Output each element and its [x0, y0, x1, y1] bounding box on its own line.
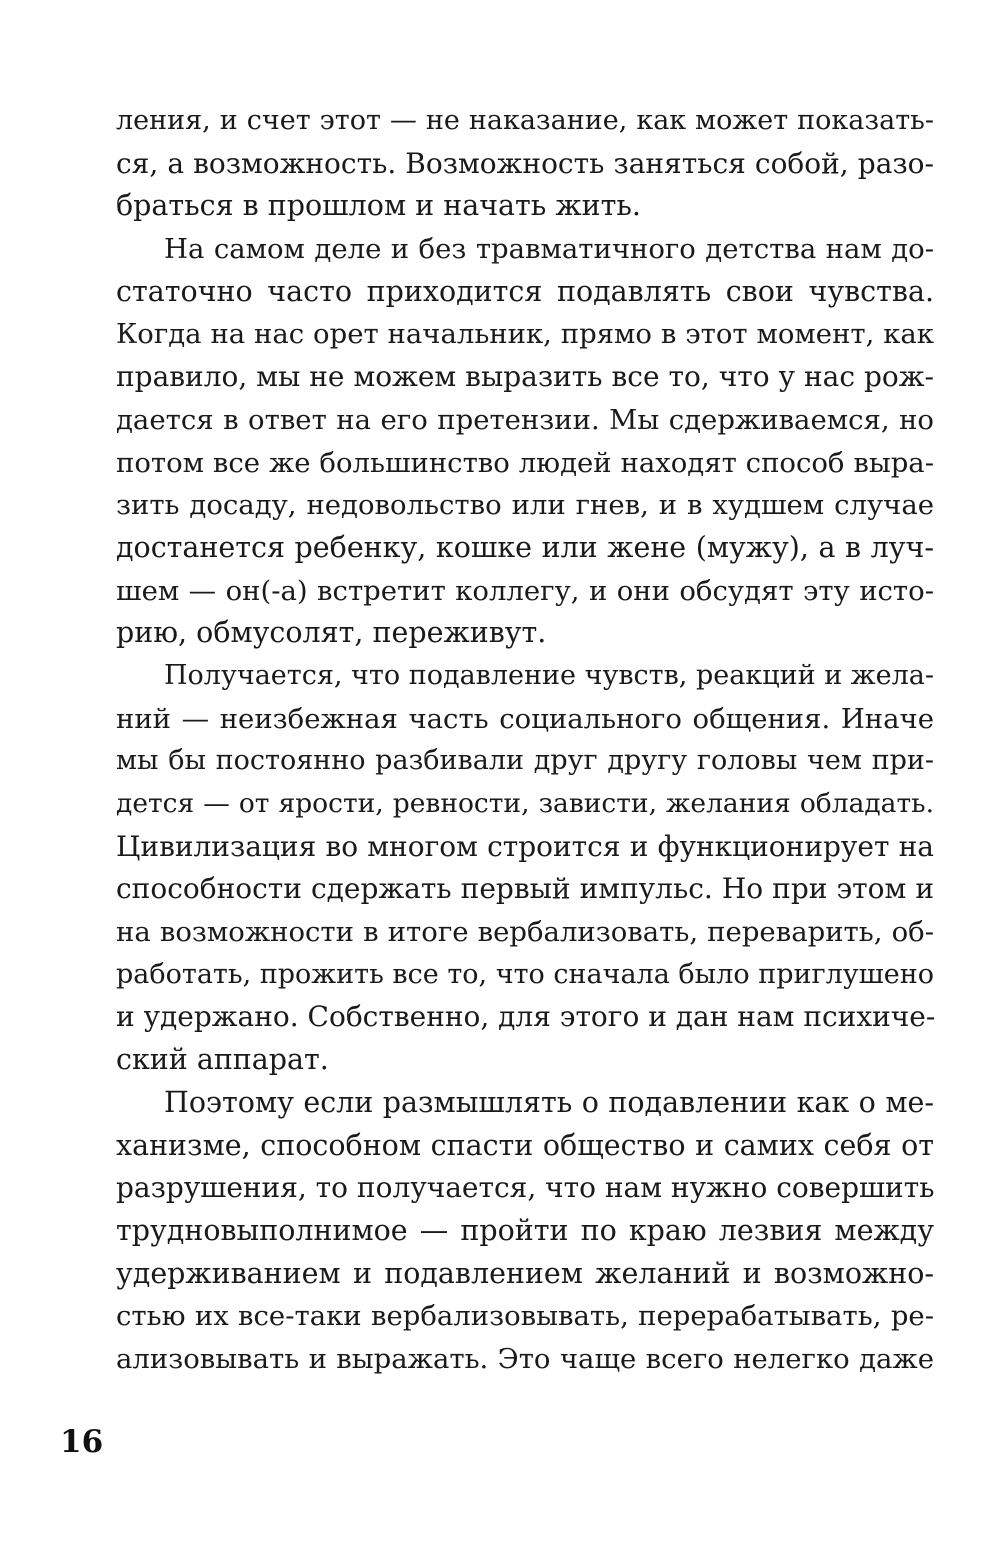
text-line: разрушения, то получается, что нам нужно совершить [116, 1171, 935, 1205]
text-line: работать, прожить все то, что сначала было приглушено [116, 958, 934, 990]
text-line: способности сдержать первый импульс. Но при этом и [116, 872, 934, 906]
text-line: мы бы постоянно разбивали друг другу головы чем при- [116, 745, 934, 777]
text-line: На самом деле и без травматичного детства нам до- [164, 233, 934, 266]
text-line: Получается, что подавление чувств, реакций и жела- [164, 659, 934, 691]
text-line: Поэтому если размышлять о подавлении как о ме- [164, 1085, 934, 1119]
body-text [116, 100, 934, 1381]
text-line: стью их все-таки вербализовывать, перерабатывать, ре- [116, 1300, 934, 1333]
text-line: на возможности в итоге вербализовать, переварить, об- [116, 916, 934, 949]
text-line: ализовывать и выражать. Это чаще всего нелегко даже [116, 1342, 934, 1375]
text-line: шем — он(-а) встретит коллегу, и они обсудят эту исто- [116, 574, 934, 607]
text-line: ления, и счет этот — не наказание, как может показать- [116, 105, 934, 136]
text-line: потом все же большинство людей находят способ выра- [116, 446, 934, 479]
text-line: дется — от ярости, ревности, зависти, желания обладать. [116, 788, 934, 819]
text-line: ский аппарат. [116, 1043, 329, 1077]
text-line: трудновыполнимое — пройти по краю лезвия между [116, 1213, 934, 1247]
text-line: браться в прошлом и начать жить. [116, 189, 641, 223]
text-line: зить досаду, недовольство или гнев, и в худшем случае [116, 489, 934, 522]
text-line: дается в ответ на его претензии. Мы сдерживаемся, но [116, 403, 934, 436]
text-line: правило, мы не можем выразить все то, что у нас рож- [116, 360, 934, 394]
text-line: Когда на нас орет начальник, прямо в этот момент, как [116, 318, 934, 351]
text-line: и удержано. Собственно, для этого и дан нам психиче- [116, 1000, 936, 1034]
text-line: ний — неизбежная часть социального общения. Иначе [116, 702, 934, 735]
text-line: статочно часто приходится подавлять свои чувства. [116, 274, 934, 308]
text-line: рию, обмусолят, переживут. [116, 616, 547, 650]
text-line: ханизме, способном спасти общество и самих себя от [116, 1128, 934, 1162]
text-line: Цивилизация во многом строится и функционирует на [116, 829, 934, 863]
text-line: ся, а возможность. Возможность заняться собой, разо- [116, 146, 934, 180]
page-number: 16 [60, 1424, 104, 1460]
text-line: достанется ребенку, кошке или жене (мужу), а в луч- [116, 530, 934, 564]
text-line: удерживанием и подавлением желаний и возможно- [116, 1256, 934, 1290]
